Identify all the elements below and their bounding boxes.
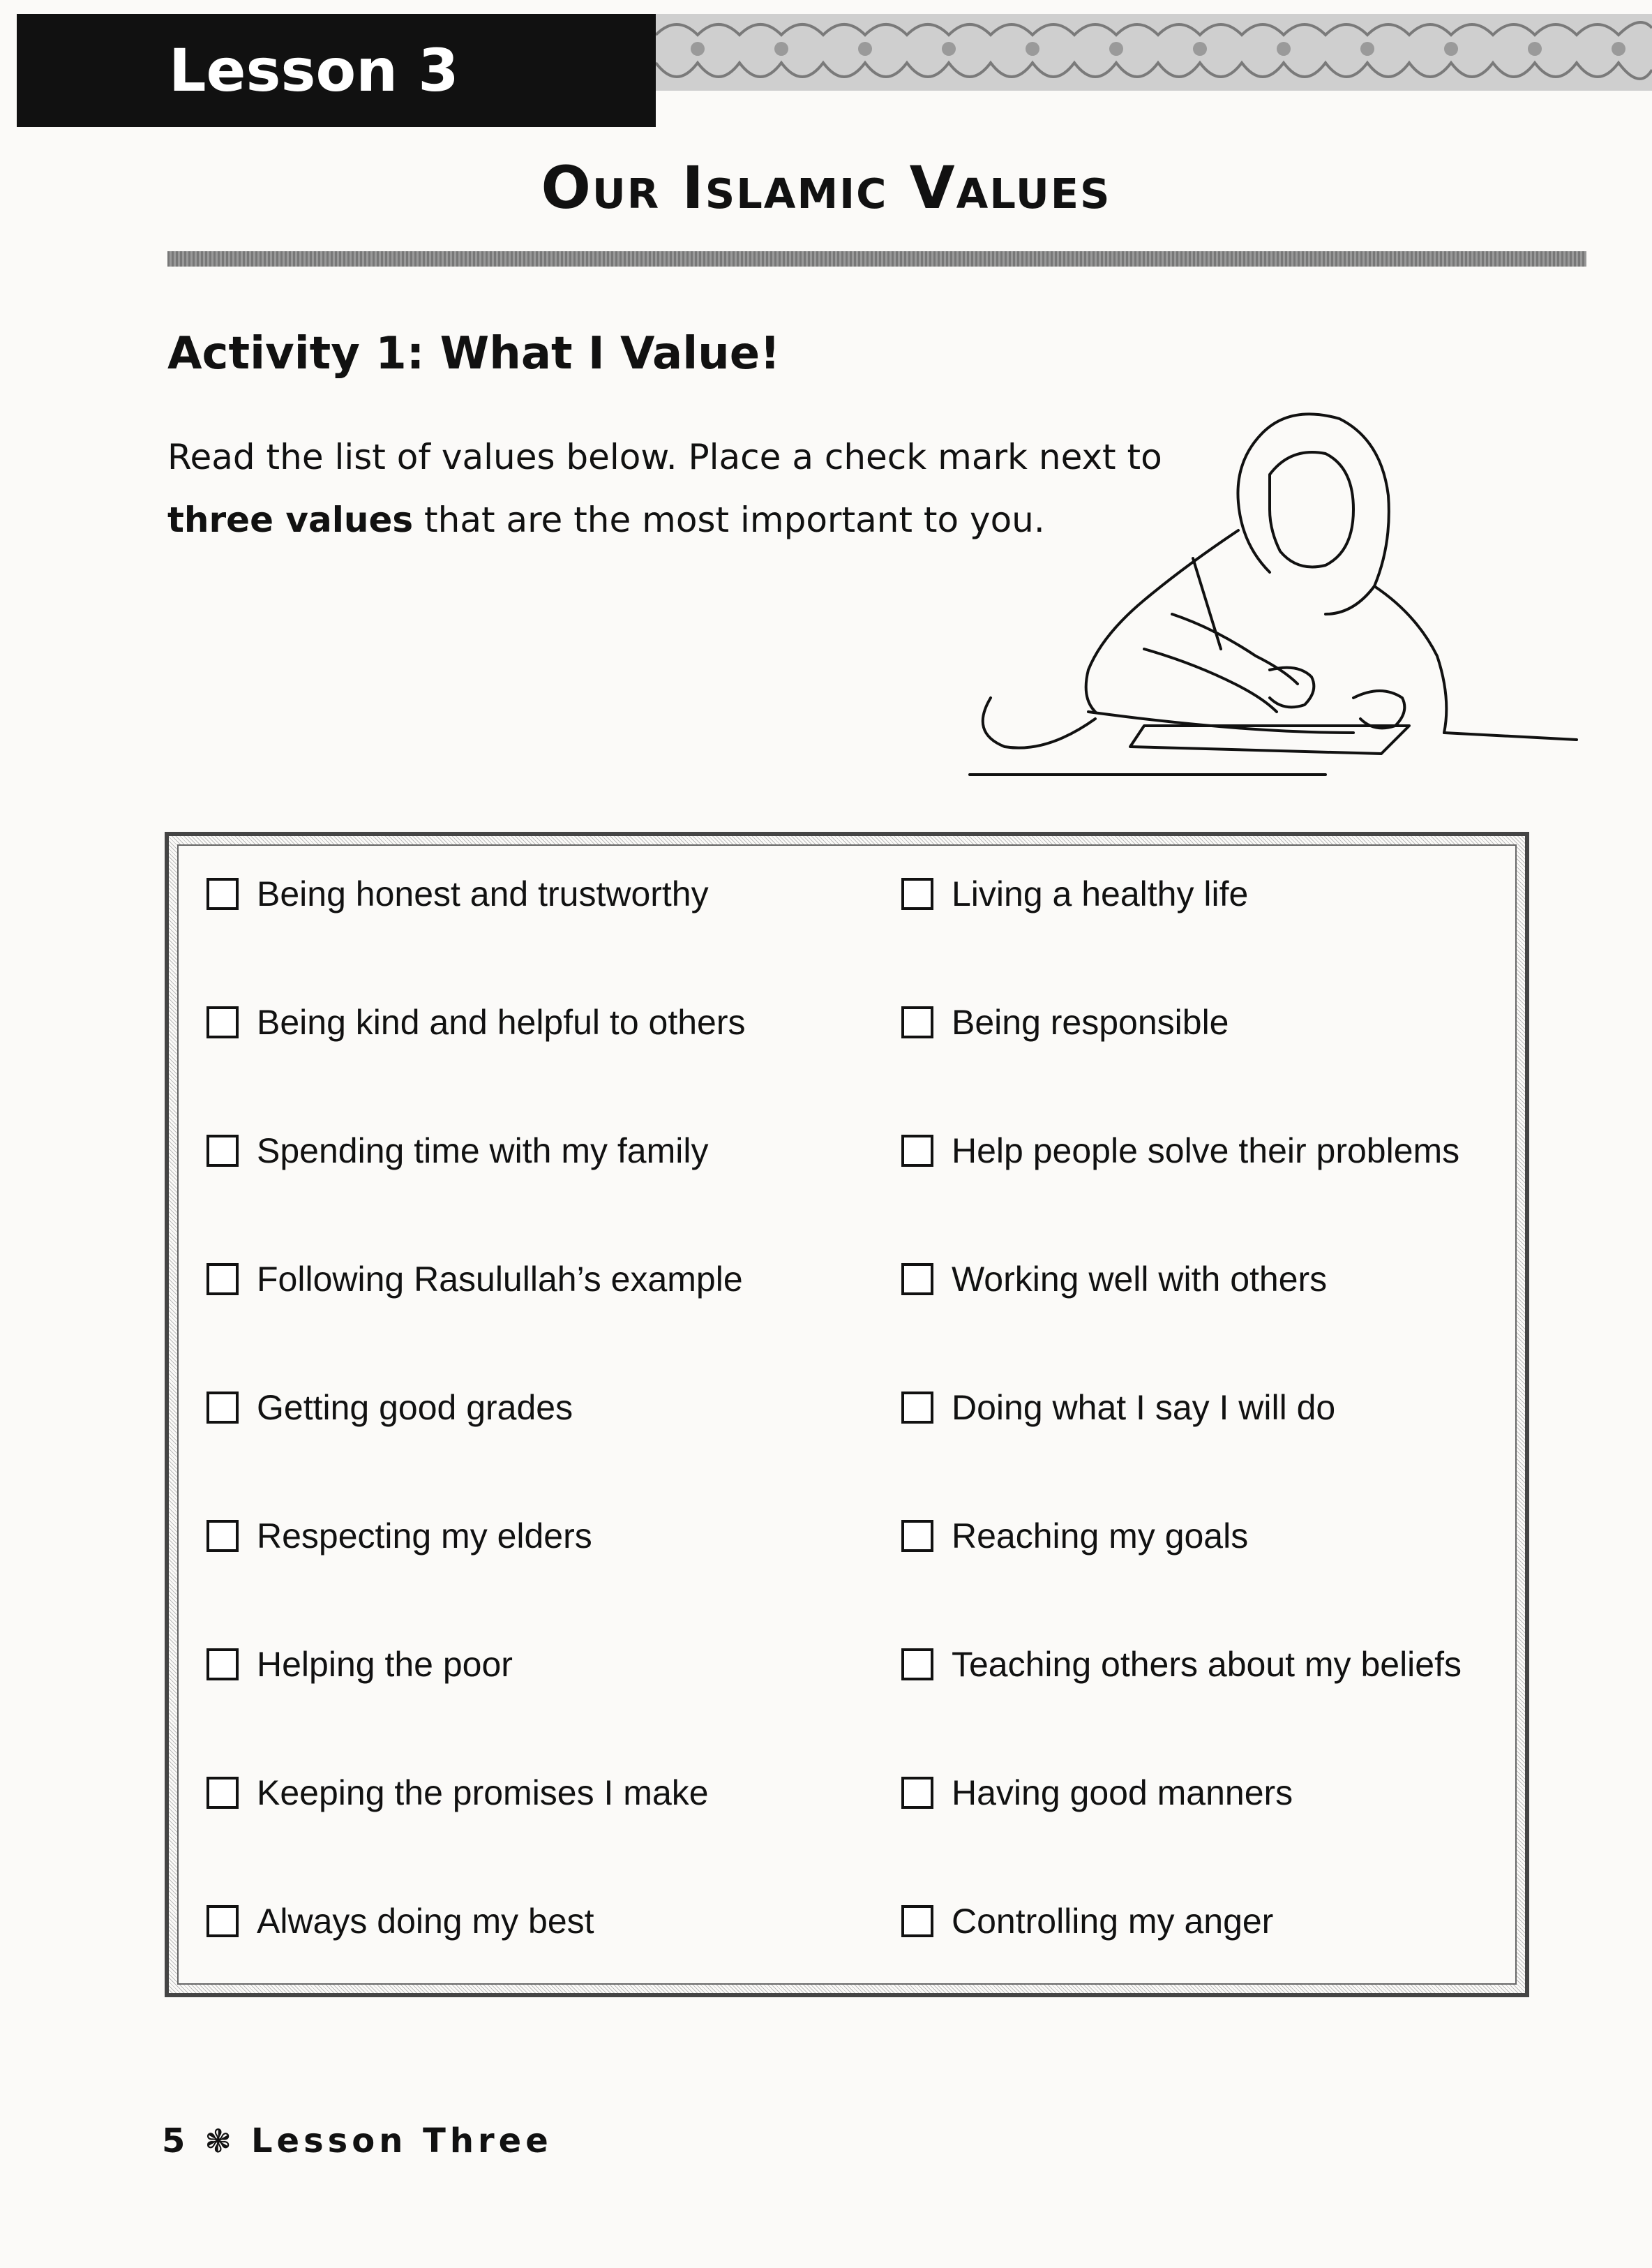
value-label: Having good manners [952, 1773, 1293, 1812]
value-item[interactable] [901, 874, 1248, 914]
value-label: Controlling my anger [952, 1902, 1274, 1941]
value-label: Living a healthy life [952, 874, 1249, 913]
instructions-text-1: Read the list of values below. Place a check mark next to [167, 437, 1162, 477]
value-label: Being responsible [952, 1003, 1229, 1042]
title-divider [167, 251, 1586, 267]
value-label: Following Rasulullah’s example [257, 1260, 743, 1299]
value-label: Getting good grades [257, 1388, 573, 1427]
value-item[interactable] [206, 874, 709, 914]
value-label: Reaching my goals [952, 1516, 1249, 1555]
checkbox[interactable] [901, 1392, 933, 1424]
value-item[interactable] [901, 1002, 1229, 1043]
value-item[interactable] [901, 1259, 1327, 1299]
value-label: Help people solve their problems [952, 1131, 1460, 1170]
value-label: Always doing my best [257, 1902, 594, 1941]
activity-title: Activity 1: What I Value! [167, 328, 781, 380]
lesson-label: Lesson 3 [169, 36, 459, 105]
checkbox[interactable] [901, 1520, 933, 1552]
value-item[interactable] [206, 1901, 594, 1941]
lesson-tab [17, 14, 656, 127]
instructions-bold: three values [167, 500, 414, 540]
checkbox[interactable] [901, 1006, 933, 1038]
checkbox[interactable] [901, 1648, 933, 1680]
checkbox[interactable] [901, 878, 933, 910]
girl-writing-illustration [963, 405, 1591, 796]
value-label: Being honest and trustworthy [257, 874, 709, 913]
page-footer [162, 2121, 553, 2161]
value-label: Respecting my elders [257, 1516, 592, 1555]
value-label: Doing what I say I will do [952, 1388, 1336, 1427]
checkbox[interactable] [901, 1777, 933, 1809]
checkbox[interactable] [901, 1905, 933, 1937]
value-item[interactable] [206, 1002, 746, 1043]
value-item[interactable] [901, 1516, 1248, 1556]
value-item[interactable] [901, 1131, 1459, 1171]
value-label: Spending time with my family [257, 1131, 709, 1170]
checkbox[interactable] [206, 1006, 239, 1038]
value-label: Being kind and helpful to others [257, 1003, 746, 1042]
checkbox[interactable] [206, 1648, 239, 1680]
checkbox[interactable] [206, 878, 239, 910]
checkbox[interactable] [206, 1520, 239, 1552]
checkbox[interactable] [206, 1392, 239, 1424]
value-item[interactable] [901, 1901, 1273, 1941]
value-label: Helping the poor [257, 1645, 513, 1684]
footer-section: Lesson Three [250, 2121, 553, 2161]
checkbox[interactable] [206, 1135, 239, 1167]
value-label: Teaching others about my beliefs [952, 1645, 1462, 1684]
checkbox[interactable] [901, 1263, 933, 1295]
value-label: Working well with others [952, 1260, 1328, 1299]
value-label: Keeping the promises I make [257, 1773, 709, 1812]
values-checklist [177, 844, 1517, 1985]
value-item[interactable] [206, 1131, 708, 1171]
value-item[interactable] [206, 1387, 573, 1428]
page-title: Our Islamic Values [541, 154, 1111, 222]
value-item[interactable] [901, 1773, 1293, 1813]
ornament-border [656, 14, 1652, 91]
value-item[interactable] [901, 1387, 1335, 1428]
instructions-text-2: that are the most important to you. [413, 500, 1045, 540]
values-checklist-frame [165, 832, 1529, 1997]
value-item[interactable] [206, 1644, 513, 1685]
checkbox[interactable] [901, 1135, 933, 1167]
value-item[interactable] [901, 1644, 1462, 1685]
checkbox[interactable] [206, 1905, 239, 1937]
value-item[interactable] [206, 1259, 743, 1299]
page-number: 5 [162, 2121, 190, 2161]
value-item[interactable] [206, 1516, 592, 1556]
flower-icon: ❃ [204, 2122, 236, 2160]
checkbox[interactable] [206, 1263, 239, 1295]
value-item[interactable] [206, 1773, 709, 1813]
checkbox[interactable] [206, 1777, 239, 1809]
